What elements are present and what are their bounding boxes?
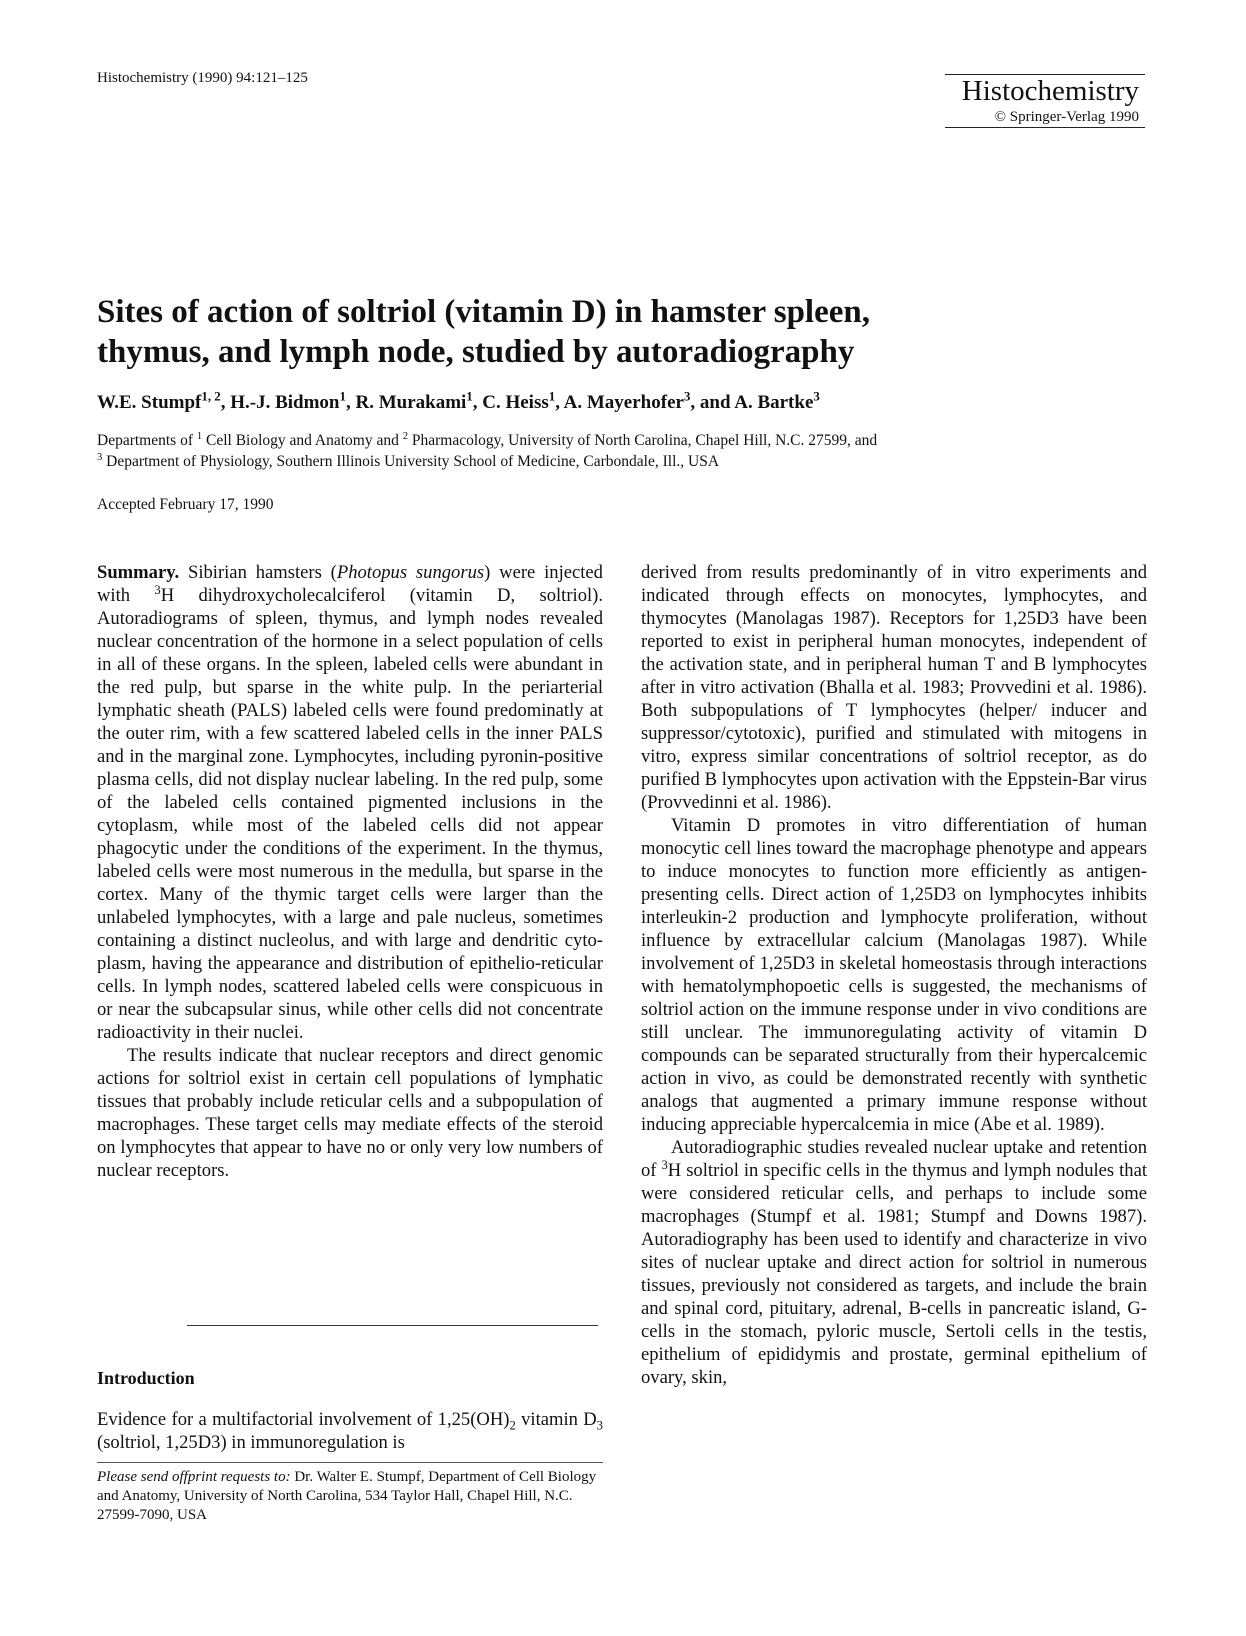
article-title: [97, 292, 1157, 372]
summary-section: [97, 561, 603, 1182]
affiliations: [97, 430, 1157, 472]
author-affiliation-mark: 1: [339, 388, 346, 404]
author-affiliation-mark: 1: [466, 388, 473, 404]
publisher-copyright: © Springer-Verlag 1990: [994, 109, 1139, 125]
summary-heading: Summary.: [97, 562, 180, 583]
affiliation-mark: 3: [97, 451, 103, 463]
affiliation-text: Department of Physiology, Southern Illinois University School of Medicine, Carbondale, Ill., USA: [106, 453, 720, 470]
affiliation-text: Cell Biology and Anatomy and: [206, 432, 399, 449]
footnote: [97, 1468, 603, 1525]
affiliation-text: Pharmacology, University of North Carolina, Chapel Hill, N.C. 27599, and: [411, 432, 878, 449]
affiliation-text: Departments of: [97, 432, 193, 449]
author-name: W.E. Stumpf: [97, 392, 202, 413]
affiliation-mark: 1: [196, 430, 203, 442]
title-line-1: Sites of action of soltriol (vitamin D) in hamster spleen,: [97, 294, 871, 330]
author-affiliation-mark: 3: [683, 388, 691, 404]
masthead-bottom-rule: [945, 127, 1145, 128]
title-line-2: thymus, and lymph node, studied by autoradiography: [97, 334, 855, 370]
footnote-label: Please send offprint requests to:: [97, 1469, 291, 1485]
intro-text-part: vitamin D: [521, 1409, 597, 1430]
author-name: H.-J. Bidmon: [230, 392, 340, 413]
intro-text-part: Evidence for a multifactorial involvement of 1,25(OH): [97, 1409, 510, 1430]
subscript: 3: [596, 1418, 603, 1433]
affiliation-line-2: [97, 451, 1157, 472]
affiliation-line-1: [97, 430, 1157, 451]
author-affiliation-mark: 1, 2: [201, 388, 221, 404]
running-head: Histochemistry (1990) 94:121–125: [97, 70, 308, 86]
introduction-heading: Introduction: [97, 1368, 195, 1388]
footnote-divider: [97, 1462, 603, 1463]
subscript: 2: [509, 1418, 516, 1433]
author-affiliation-mark: 3: [813, 388, 820, 404]
journal-masthead: [945, 74, 1145, 128]
body-paragraph: Vitamin D promotes in vitro differentiation of human monocytic cell lines toward the macrophage phenotype and appears to induce monocytes to function more efficiently as antigen-presenting cells. Direct action of 1,25D3 on lymphocytes inhibits interleukin-2 production and lymphocyte proliferation, without influence by extracellular calcium (Manolagas 1987). While involvement of 1,25D3 in skeletal homeostasis through interactions with hematolymphopoetic cells is suggested, the mechanisms of soltriol action on the immune response under in vivo conditions are still unclear. The immunoregulating activity of vitamin D compounds can be separated structurally from their hypercalcemic action in vivo, as could be demonstrated recently with synthetic analogs that augmented a primary immune response without inducing appreciable hypercalcemia in mice (Abe et al. 1989).: [641, 815, 1147, 1135]
introduction-text: [97, 1408, 603, 1454]
affiliation-mark: 2: [402, 430, 409, 442]
journal-name: Histochemistry: [961, 75, 1139, 107]
summary-paragraph-2: The results indicate that nuclear receptors and direct genomic actions for soltriol exist in certain cell populations of lymphatic tissues that probably include reticular cells and a subpopulation of macrophages. These target cells may mediate effects of the steroid on lymphocytes that appear to have no or only very low numbers of nuclear receptors.: [97, 1045, 603, 1181]
author-name: R. Murakami: [355, 392, 467, 413]
summary-text: ) were injected with: [97, 562, 603, 606]
author-name: C. Heiss: [482, 392, 549, 413]
author-name: A. Bartke: [734, 392, 814, 413]
author-name: A. Mayerhofer: [563, 392, 684, 413]
body-text: Autoradiographic studies revealed nuclear uptake and retention of: [641, 1137, 1147, 1181]
isotope-mark: 3: [154, 582, 161, 597]
body-paragraph: [641, 1136, 1147, 1389]
section-divider: [187, 1325, 598, 1326]
body-text: H soltriol in specific cells in the thymus and lymph nodules that were considered reticular cells, and perhaps to include some macrophages (Stumpf et al. 1981; Stumpf and Downs 1987). Autoradiography has been used to identify and characterize in vivo sites of nuclear uptake and direct action for soltriol in numerous tissues, previously not considered as targets, and include the brain and spinal cord, pituitary, adrenal, B-cells in pancreatic island, G-cells in the stomach, pyloric muscle, Sertoli cells in the testis, epithelium of epididymis and prostate, germinal epithelium of ovary, skin,: [641, 1160, 1147, 1388]
right-column: [641, 561, 1147, 1389]
footnote-text: Dr. Walter E. Stumpf, Department of Cell Biology and Anatomy, University of North Carolina, 534 Taylor Hall, Chapel Hill, N.C. 27599-7090, USA: [97, 1469, 597, 1523]
author-affiliation-mark: 1: [548, 388, 556, 404]
species-name: Photopus sungorus: [336, 562, 485, 583]
intro-text-part: (soltriol, 1,25D3) in immunoregulation is: [97, 1432, 405, 1453]
author-list: W.E. Stumpf$^{1, 2}$, H.-J. Bidmon$^1$, R. Murakami$^1$, C. Heiss$^1$, A. Mayerhofer$^3$, and A. Bartke$^3$: [97, 388, 820, 413]
summary-paragraph-1: [97, 561, 603, 1044]
summary-text: H dihydroxycholecalciferol (vitamin D, soltriol). Autoradiograms of spleen, thymus, and lymph nodes revealed nuclear concentration of the hormone in a select population of cells in all of these organs. In the spleen, labeled cells were abundant in the red pulp, but sparse in the white pulp. In the periarterial lymphatic sheath (PALS) labeled cells were found predominatly at the outer rim, with a few scattered labeled cells in the inner PALS and in the marginal zone. Lymphocytes, including pyronin-positive plasma cells, did not display nuclear labeling. In the red pulp, some of the labeled cells contained pigmented inclusions in the cytoplasm, while most of the labeled cells did not appear phagocytic under the conditions of the experiment. In the thymus, labeled cells were most numerous in the medulla, but sparse in the cortex. Many of the thymic target cells were larger than the unlabeled lymphocytes, with a large and pale nucleus, sometimes containing a distinct nucleolus, and with large and dendritic cytoplasm, having the appearance and distribution of epithelio-reticular cells. In lymph nodes, scattered labeled cells were conspicuous in or near the subcapsular sinus, while other cells did not concentrate radioactivity in their nuclei.: [97, 585, 603, 1043]
accepted-date: Accepted February 17, 1990: [97, 496, 274, 513]
summary-text: Sibirian hamsters (: [187, 562, 337, 583]
isotope-mark: 3: [661, 1157, 668, 1172]
body-paragraph: derived from results predominantly of in vitro experiments and indicated through effects on monocytes, lymphocytes, and thymocytes (Manolagas 1987). Receptors for 1,25D3 have been reported to exist in peripheral human monocytes, independent of the activation state, and in peripheral human T and B lymphocytes after in vitro activation (Bhalla et al. 1983; Provvedini et al. 1986). Both subpopulations of T lymphocytes (helper/ inducer and suppressor/cytotoxic), purified and stimulated with mitogens in vitro, express similar concentrations of soltriol receptor, as do purified B lymphocytes upon activation with the Eppstein-Bar virus (Provvedinni et al. 1986).: [641, 562, 1147, 813]
